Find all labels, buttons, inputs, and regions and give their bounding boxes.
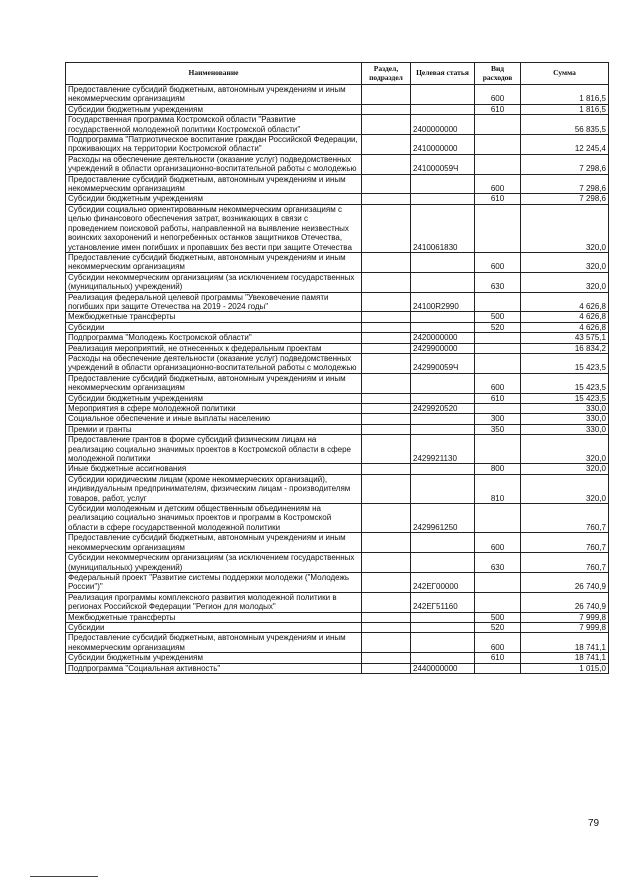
cell-section bbox=[362, 204, 411, 252]
table-row bbox=[66, 424, 609, 434]
table-row bbox=[66, 393, 609, 403]
table-row bbox=[66, 663, 609, 673]
cell-article bbox=[411, 85, 475, 105]
cell-type: 350 bbox=[475, 424, 521, 434]
cell-section bbox=[362, 414, 411, 424]
budget-table bbox=[65, 62, 609, 674]
cell-sum: 26 740,9 bbox=[521, 572, 609, 592]
cell-section bbox=[362, 292, 411, 312]
header-sum: Сумма bbox=[521, 63, 609, 85]
cell-name: Субсидии молодежным и детским общественным объединениям на реализацию социально значимых проектов и программ в Костромской области в сфере государственной молодежной политики bbox=[66, 504, 362, 533]
cell-sum: 760,7 bbox=[521, 533, 609, 553]
cell-section bbox=[362, 135, 411, 155]
cell-sum: 26 740,9 bbox=[521, 592, 609, 612]
cell-article bbox=[411, 252, 475, 272]
cell-sum: 15 423,5 bbox=[521, 373, 609, 393]
cell-type bbox=[475, 353, 521, 373]
cell-sum: 7 298,6 bbox=[521, 194, 609, 204]
cell-name: Федеральный проект "Развитие системы поддержки молодежи ("Молодежь России")" bbox=[66, 572, 362, 592]
cell-section bbox=[362, 553, 411, 573]
cell-type: 520 bbox=[475, 622, 521, 632]
table-row bbox=[66, 572, 609, 592]
cell-section bbox=[362, 272, 411, 292]
cell-article bbox=[411, 194, 475, 204]
cell-section bbox=[362, 572, 411, 592]
cell-article: 2429921130 bbox=[411, 435, 475, 464]
cell-section bbox=[362, 435, 411, 464]
cell-name: Расходы на обеспечение деятельности (оказание услуг) подведомственных учреждений в области организационно-воспитательной работы с молодежью bbox=[66, 353, 362, 373]
cell-sum: 4 626,8 bbox=[521, 292, 609, 312]
table-row bbox=[66, 653, 609, 663]
cell-article bbox=[411, 322, 475, 332]
cell-sum: 1 816,5 bbox=[521, 104, 609, 114]
cell-sum: 7 298,6 bbox=[521, 174, 609, 194]
cell-article bbox=[411, 464, 475, 474]
cell-name: Субсидии юридическим лицам (кроме некоммерческих организаций), индивидуальным предпринимателям, физическим лицам - производителям товаров, работ, услуг bbox=[66, 474, 362, 503]
cell-sum: 1 015,0 bbox=[521, 663, 609, 673]
cell-article bbox=[411, 393, 475, 403]
cell-name: Субсидии bbox=[66, 622, 362, 632]
cell-sum: 320,0 bbox=[521, 272, 609, 292]
footnote-divider bbox=[30, 876, 98, 877]
cell-section bbox=[362, 612, 411, 622]
cell-sum: 15 423,5 bbox=[521, 393, 609, 403]
cell-section bbox=[362, 393, 411, 403]
cell-name: Подпрограмма "Патриотическое воспитание граждан Российской Федерации, проживающих на территории Костромской области" bbox=[66, 135, 362, 155]
cell-article: 2410061830 bbox=[411, 204, 475, 252]
cell-name: Подпрограмма "Молодежь Костромской области" bbox=[66, 333, 362, 343]
cell-name: Предоставление субсидий бюджетным, автономным учреждениям и иным некоммерческим организациям bbox=[66, 373, 362, 393]
cell-sum: 18 741,1 bbox=[521, 633, 609, 653]
cell-section bbox=[362, 343, 411, 353]
table-row bbox=[66, 174, 609, 194]
cell-section bbox=[362, 533, 411, 553]
table-row bbox=[66, 373, 609, 393]
table-row bbox=[66, 414, 609, 424]
table-row bbox=[66, 312, 609, 322]
cell-type: 610 bbox=[475, 194, 521, 204]
cell-sum: 320,0 bbox=[521, 204, 609, 252]
cell-name: Межбюджетные трансферты bbox=[66, 612, 362, 622]
cell-name: Субсидии бюджетным учреждениям bbox=[66, 653, 362, 663]
cell-name: Субсидии бюджетным учреждениям bbox=[66, 104, 362, 114]
cell-section bbox=[362, 424, 411, 434]
cell-section bbox=[362, 464, 411, 474]
cell-type bbox=[475, 343, 521, 353]
cell-name: Предоставление субсидий бюджетным, автономным учреждениям и иным некоммерческим организациям bbox=[66, 252, 362, 272]
cell-article: 24100R2990 bbox=[411, 292, 475, 312]
table-row bbox=[66, 85, 609, 105]
cell-sum: 320,0 bbox=[521, 474, 609, 503]
cell-name: Предоставление субсидий бюджетным, автономным учреждениям и иным некоммерческим организациям bbox=[66, 174, 362, 194]
cell-type: 600 bbox=[475, 252, 521, 272]
cell-name: Иные бюджетные ассигнования bbox=[66, 464, 362, 474]
cell-sum: 330,0 bbox=[521, 414, 609, 424]
cell-sum: 320,0 bbox=[521, 252, 609, 272]
header-article: Целевая статья bbox=[411, 63, 475, 85]
cell-sum: 4 626,8 bbox=[521, 312, 609, 322]
cell-name: Субсидии bbox=[66, 322, 362, 332]
cell-name: Государственная программа Костромской области "Развитие государственной молодежной политики Костромской области" bbox=[66, 115, 362, 135]
cell-name: Реализация мероприятий, не отнесенных к федеральным проектам bbox=[66, 343, 362, 353]
page-number: 79 bbox=[588, 818, 600, 829]
cell-article: 2420000000 bbox=[411, 333, 475, 343]
cell-article: 2429920520 bbox=[411, 404, 475, 414]
cell-section bbox=[362, 312, 411, 322]
cell-article bbox=[411, 633, 475, 653]
cell-type: 800 bbox=[475, 464, 521, 474]
cell-name: Субсидии некоммерческим организациям (за исключением государственных (муниципальных) учреждений) bbox=[66, 272, 362, 292]
cell-section bbox=[362, 653, 411, 663]
cell-article bbox=[411, 414, 475, 424]
cell-sum: 4 626,8 bbox=[521, 322, 609, 332]
table-row bbox=[66, 592, 609, 612]
cell-sum: 43 575,1 bbox=[521, 333, 609, 343]
cell-article bbox=[411, 622, 475, 632]
cell-sum: 56 835,5 bbox=[521, 115, 609, 135]
cell-article: 241000059Ч bbox=[411, 154, 475, 174]
cell-type: 600 bbox=[475, 533, 521, 553]
cell-name: Субсидии некоммерческим организациям (за исключением государственных (муниципальных) учреждений) bbox=[66, 553, 362, 573]
cell-name: Субсидии бюджетным учреждениям bbox=[66, 393, 362, 403]
cell-name: Предоставление грантов в форме субсидий физическим лицам на реализацию социально значимых проектов в Костромской области в сфере молодежной политики bbox=[66, 435, 362, 464]
cell-type bbox=[475, 572, 521, 592]
cell-sum: 1 816,5 bbox=[521, 85, 609, 105]
cell-type: 810 bbox=[475, 474, 521, 503]
cell-sum: 12 245,4 bbox=[521, 135, 609, 155]
cell-sum: 330,0 bbox=[521, 424, 609, 434]
table-row bbox=[66, 154, 609, 174]
cell-type: 610 bbox=[475, 393, 521, 403]
cell-name: Социальное обеспечение и иные выплаты населению bbox=[66, 414, 362, 424]
cell-section bbox=[362, 592, 411, 612]
cell-article: 242ЕГ51160 bbox=[411, 592, 475, 612]
table-row bbox=[66, 292, 609, 312]
cell-article: 2400000000 bbox=[411, 115, 475, 135]
cell-article: 2429961250 bbox=[411, 504, 475, 533]
table-row bbox=[66, 622, 609, 632]
cell-section bbox=[362, 85, 411, 105]
table-row bbox=[66, 252, 609, 272]
cell-type bbox=[475, 333, 521, 343]
cell-type: 600 bbox=[475, 174, 521, 194]
cell-type: 600 bbox=[475, 633, 521, 653]
cell-type: 520 bbox=[475, 322, 521, 332]
cell-section bbox=[362, 504, 411, 533]
cell-type: 500 bbox=[475, 312, 521, 322]
table-row bbox=[66, 204, 609, 252]
cell-section bbox=[362, 104, 411, 114]
cell-type bbox=[475, 204, 521, 252]
cell-name: Предоставление субсидий бюджетным, автономным учреждениям и иным некоммерческим организациям bbox=[66, 533, 362, 553]
table-row bbox=[66, 435, 609, 464]
cell-sum: 7 298,6 bbox=[521, 154, 609, 174]
header-type: Вид расходов bbox=[475, 63, 521, 85]
cell-name: Межбюджетные трансферты bbox=[66, 312, 362, 322]
table-row bbox=[66, 504, 609, 533]
table-row bbox=[66, 135, 609, 155]
cell-article bbox=[411, 312, 475, 322]
cell-sum: 7 999,8 bbox=[521, 622, 609, 632]
table-row bbox=[66, 404, 609, 414]
table-row bbox=[66, 353, 609, 373]
table-row bbox=[66, 272, 609, 292]
cell-article bbox=[411, 612, 475, 622]
cell-type bbox=[475, 592, 521, 612]
cell-section bbox=[362, 174, 411, 194]
cell-section bbox=[362, 154, 411, 174]
cell-sum: 760,7 bbox=[521, 553, 609, 573]
cell-section bbox=[362, 633, 411, 653]
cell-section bbox=[362, 194, 411, 204]
header-name: Наименование bbox=[66, 63, 362, 85]
table-row bbox=[66, 553, 609, 573]
cell-type bbox=[475, 115, 521, 135]
cell-section bbox=[362, 622, 411, 632]
cell-type: 630 bbox=[475, 272, 521, 292]
cell-name: Расходы на обеспечение деятельности (оказание услуг) подведомственных учреждений в области организационно-воспитательной работы с молодежью bbox=[66, 154, 362, 174]
cell-section bbox=[362, 373, 411, 393]
cell-name: Субсидии бюджетным учреждениям bbox=[66, 194, 362, 204]
table-row bbox=[66, 464, 609, 474]
cell-type bbox=[475, 404, 521, 414]
cell-article bbox=[411, 533, 475, 553]
cell-article: 2410000000 bbox=[411, 135, 475, 155]
cell-section bbox=[362, 333, 411, 343]
cell-section bbox=[362, 322, 411, 332]
cell-type: 610 bbox=[475, 104, 521, 114]
cell-type bbox=[475, 435, 521, 464]
cell-name: Премии и гранты bbox=[66, 424, 362, 434]
cell-sum: 16 834,2 bbox=[521, 343, 609, 353]
cell-section bbox=[362, 252, 411, 272]
cell-type: 500 bbox=[475, 612, 521, 622]
cell-sum: 18 741,1 bbox=[521, 653, 609, 663]
cell-type bbox=[475, 663, 521, 673]
cell-name: Подпрограмма "Социальная активность" bbox=[66, 663, 362, 673]
cell-name: Субсидии социально ориентированным некоммерческим организациям с целью финансового обеспечения затрат, возникающих в связи с проведением поисковой работы, направленной на выявление неизвестных воинских захоронений и непогребенных останков защитников Отечества, установление имен погибших и пропавших без вести при защите Отечества bbox=[66, 204, 362, 252]
table-row bbox=[66, 333, 609, 343]
cell-article bbox=[411, 104, 475, 114]
cell-type bbox=[475, 135, 521, 155]
cell-sum: 330,0 bbox=[521, 404, 609, 414]
cell-sum: 320,0 bbox=[521, 435, 609, 464]
cell-type bbox=[475, 154, 521, 174]
cell-name: Предоставление субсидий бюджетным, автономным учреждениям и иным некоммерческим организациям bbox=[66, 633, 362, 653]
cell-section bbox=[362, 663, 411, 673]
table-row bbox=[66, 343, 609, 353]
cell-article: 2429900000 bbox=[411, 343, 475, 353]
cell-section bbox=[362, 474, 411, 503]
cell-sum: 7 999,8 bbox=[521, 612, 609, 622]
cell-section bbox=[362, 353, 411, 373]
cell-type: 630 bbox=[475, 553, 521, 573]
cell-article bbox=[411, 553, 475, 573]
cell-sum: 320,0 bbox=[521, 464, 609, 474]
cell-article bbox=[411, 424, 475, 434]
cell-sum: 15 423,5 bbox=[521, 353, 609, 373]
cell-article bbox=[411, 373, 475, 393]
cell-type: 610 bbox=[475, 653, 521, 663]
cell-name: Мероприятия в сфере молодежной политики bbox=[66, 404, 362, 414]
cell-name: Реализация федеральной целевой программы "Увековечение памяти погибших при защите Отечества на 2019 - 2024 годы" bbox=[66, 292, 362, 312]
table-row bbox=[66, 322, 609, 332]
cell-section bbox=[362, 404, 411, 414]
table-row bbox=[66, 115, 609, 135]
table-row bbox=[66, 104, 609, 114]
cell-name: Реализация программы комплексного развития молодежной политики в регионах Российской Федерации "Регион для молодых" bbox=[66, 592, 362, 612]
table-row bbox=[66, 474, 609, 503]
table-row bbox=[66, 633, 609, 653]
cell-article: 2440000000 bbox=[411, 663, 475, 673]
table-row bbox=[66, 533, 609, 553]
cell-article bbox=[411, 272, 475, 292]
table-body bbox=[66, 85, 609, 674]
cell-type bbox=[475, 292, 521, 312]
cell-article bbox=[411, 474, 475, 503]
cell-article bbox=[411, 653, 475, 663]
cell-sum: 760,7 bbox=[521, 504, 609, 533]
cell-article bbox=[411, 174, 475, 194]
cell-type bbox=[475, 504, 521, 533]
cell-name: Предоставление субсидий бюджетным, автономным учреждениям и иным некоммерческим организациям bbox=[66, 85, 362, 105]
cell-section bbox=[362, 115, 411, 135]
table-header-row bbox=[66, 63, 609, 85]
cell-article: 242ЕГ00000 bbox=[411, 572, 475, 592]
header-section: Раздел, подраздел bbox=[362, 63, 411, 85]
cell-type: 600 bbox=[475, 85, 521, 105]
table-row bbox=[66, 612, 609, 622]
cell-type: 300 bbox=[475, 414, 521, 424]
cell-article: 242990059Ч bbox=[411, 353, 475, 373]
table-row bbox=[66, 194, 609, 204]
cell-type: 600 bbox=[475, 373, 521, 393]
